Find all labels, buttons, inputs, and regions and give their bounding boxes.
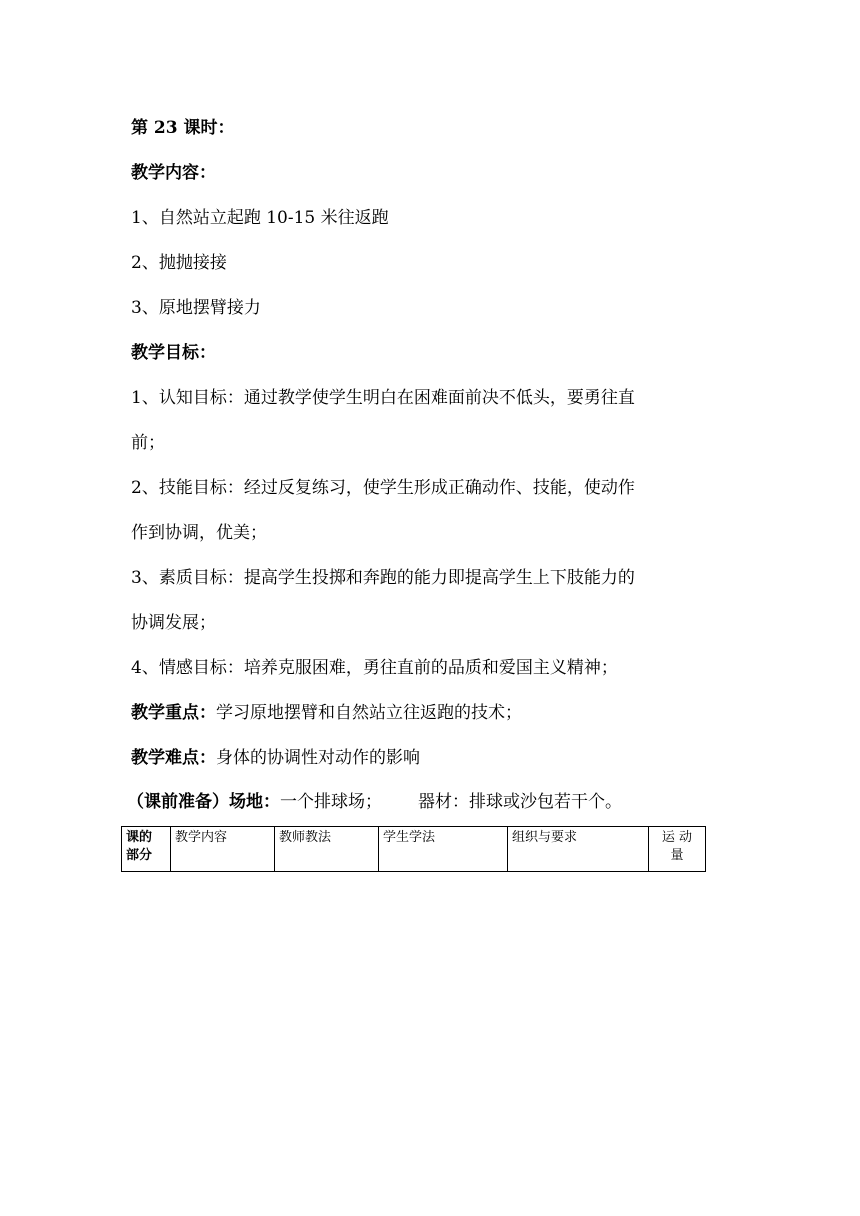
- objective-line: 2、技能目标：经过反复练习，使学生形成正确动作、技能，使动作: [131, 478, 635, 498]
- preparation-equipment-label: 器材：: [418, 792, 469, 812]
- objective-line: 4、情感目标：培养克服困难，勇往直前的品质和爱国主义精神；: [131, 658, 618, 678]
- content-item: 1、自然站立起跑 10-15 米往返跑: [131, 208, 389, 228]
- header-load: [649, 827, 706, 872]
- header-load-line1: 运 动: [661, 830, 693, 845]
- header-student: 学生学法: [379, 827, 508, 872]
- preparation-label: （课前准备）场地：: [127, 792, 280, 812]
- preparation-equipment: 排球或沙包若干个。: [469, 792, 622, 812]
- key-point: [131, 702, 522, 724]
- header-content: 教学内容: [171, 827, 275, 872]
- key-point-label: 教学重点：: [131, 703, 216, 723]
- objective-line: 前；: [131, 433, 165, 453]
- header-part-line1: 课的: [126, 830, 153, 845]
- content-heading: 教学内容：: [131, 163, 216, 183]
- preparation: [127, 791, 622, 813]
- objectives-heading: 教学目标：: [131, 343, 216, 363]
- difficulty-text: 身体的协调性对动作的影响: [216, 748, 420, 768]
- objective-line: 1、认知目标：通过教学使学生明白在困难面前决不低头，要勇往直: [131, 388, 635, 408]
- objective-line: 协调发展；: [131, 613, 216, 633]
- header-teacher: 教师教法: [275, 827, 379, 872]
- header-part: [122, 827, 171, 872]
- header-organization: 组织与要求: [508, 827, 649, 872]
- table-header-row: [122, 827, 706, 872]
- objective-line: 作到协调，优美；: [131, 523, 267, 543]
- lesson-title: 第 23 课时：: [131, 118, 235, 138]
- difficulty: [131, 747, 420, 769]
- lesson-plan-table: [121, 826, 706, 872]
- header-load-line2: 量: [670, 848, 684, 863]
- header-part-line2: 部分: [126, 848, 153, 863]
- difficulty-label: 教学难点：: [131, 748, 216, 768]
- content-item: 3、原地摆臂接力: [131, 298, 261, 318]
- objective-line: 3、素质目标：提高学生投掷和奔跑的能力即提高学生上下肢能力的: [131, 568, 635, 588]
- preparation-venue: 一个排球场；: [280, 792, 382, 812]
- content-item: 2、抛抛接接: [131, 253, 227, 273]
- key-point-text: 学习原地摆臂和自然站立往返跑的技术；: [216, 703, 522, 723]
